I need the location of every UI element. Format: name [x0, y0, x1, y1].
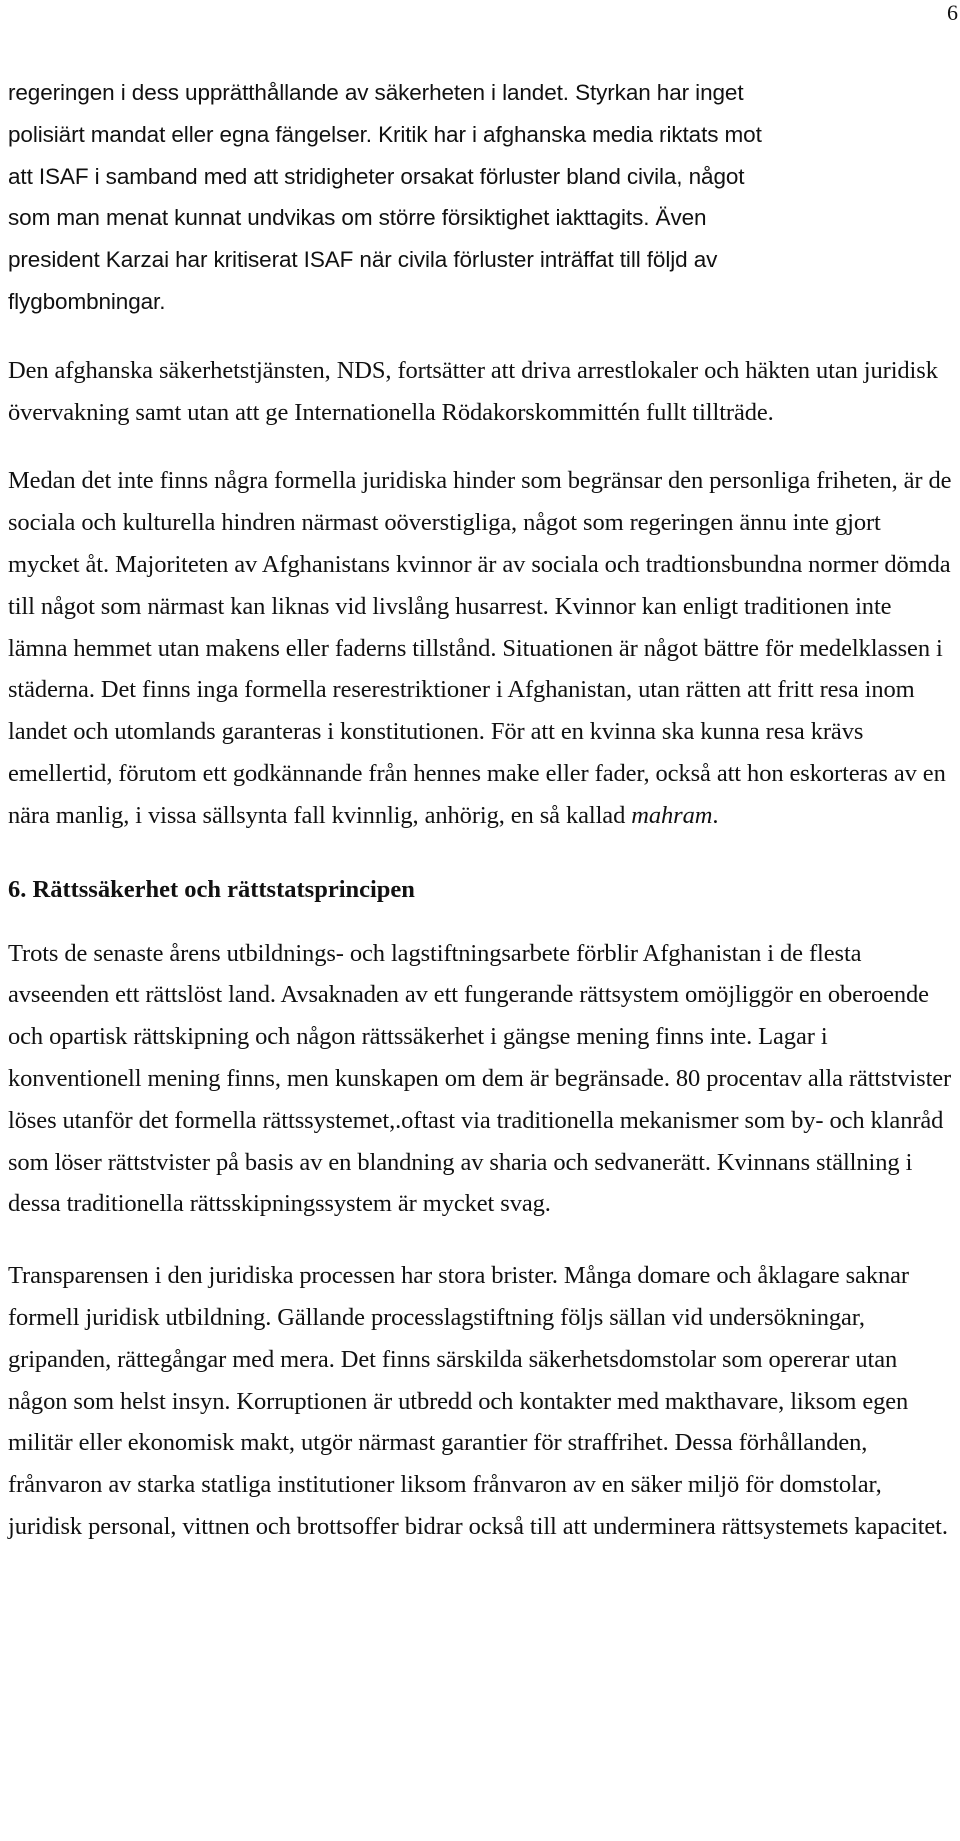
paragraph-text: Medan det inte finns några formella juridiska hinder som begränsar den personliga friheten, är de sociala och kulturella hindren närmast oöverstigliga, något som regeringen ännu inte gjort mycket åt. Majoriteten av Afghanistans kvinnor är av sociala och tradtionsbundna normer dömda till något som närmast kan liknas vid livslång husarrest. Kvinnor kan enligt traditionen inte lämna hemmet utan makens eller faderns tillstånd. Situationen är något bättre för medelklassen i städerna. Det finns inga formella reserestriktioner i Afghanistan, utan rätten att fritt resa inom landet och utomlands garanteras i konstitutionen. För att en kvinna ska kunna resa krävs emellertid, förutom ett godkännande från hennes make eller fader, också att hon eskorteras av en nära manlig, i vissa sällsynta fall kvinnlig, anhörig, en så kallad: [8, 467, 952, 829]
paragraph-end: .: [712, 801, 719, 829]
text-line: att ISAF i samband med att stridigheter orsakat förluster bland civila, något: [8, 163, 745, 189]
text-line: polisiärt mandat eller egna fängelser. Kritik har i afghanska media riktats mot: [8, 121, 762, 147]
text-line: regeringen i dess upprätthållande av säkerheten i landet. Styrkan har inget: [8, 80, 744, 105]
text-line: som man menat kunnat undvikas om större försiktighet iakttagits. Även: [8, 205, 707, 231]
paragraph-nds: Den afghanska säkerhetstjänsten, NDS, fortsätter att driva arrestlokaler och häkten utan juridisk övervakning samt utan att ge Internationella Rödakorskommittén fullt tillträde.: [8, 356, 938, 426]
text-line: president Karzai har kritiserat ISAF när civila förluster inträffat till följd av: [8, 247, 718, 273]
paragraph-rule-of-law: Trots de senaste årens utbildnings- och lagstiftningsarbete förblir Afghanistan i de flesta avseenden ett rättslöst land. Avsaknaden av ett fungerande rättsystem omöjliggör en oberoende och opartisk rättskipning och någon rättssäkerhet i gängse mening finns inte. Lagar i konventionell mening finns, men kunskapen om dem är begränsade. 80 procentav alla rättstvister löses utanför det formella rättssystemet,.oftast via traditionella mekanismer som by- och klanråd som löser rättstvister på basis av en blandning av sharia och sedvanerätt. Kvinnans ställning i dessa traditionella rättsskipningssystem är mycket svag.: [8, 939, 952, 1218]
italic-term: mahram: [631, 801, 713, 829]
section-heading: 6. Rättssäkerhet och rättstatsprincipen: [8, 875, 415, 903]
text-line: flygbombningar.: [8, 288, 166, 314]
paragraph-isaf: [8, 72, 956, 323]
paragraph-transparency: Transparensen i den juridiska processen har stora brister. Många domare och åklagare saknar formell juridisk utbildning. Gällande processlagstiftning följs sällan vid undersökningar, gripanden, rättegångar med mera. Det finns särskilda säkerhetsdomstolar som opererar utan någon som helst insyn. Korruptionen är utbredd och kontakter med makthavare, liksom egen militär eller ekonomisk makt, utgör närmast garantier för straffrihet. Dessa förhållanden, frånvaron av starka statliga institutioner liksom frånvaron av en säker miljö för domstolar, juridisk personal, vittnen och brottsoffer bidrar också till att underminera rättsystemets kapacitet.: [8, 1262, 948, 1540]
paragraph-freedom-of-movement: [8, 460, 956, 836]
page-number: 6: [947, 0, 958, 25]
document-body: [8, 72, 956, 1548]
